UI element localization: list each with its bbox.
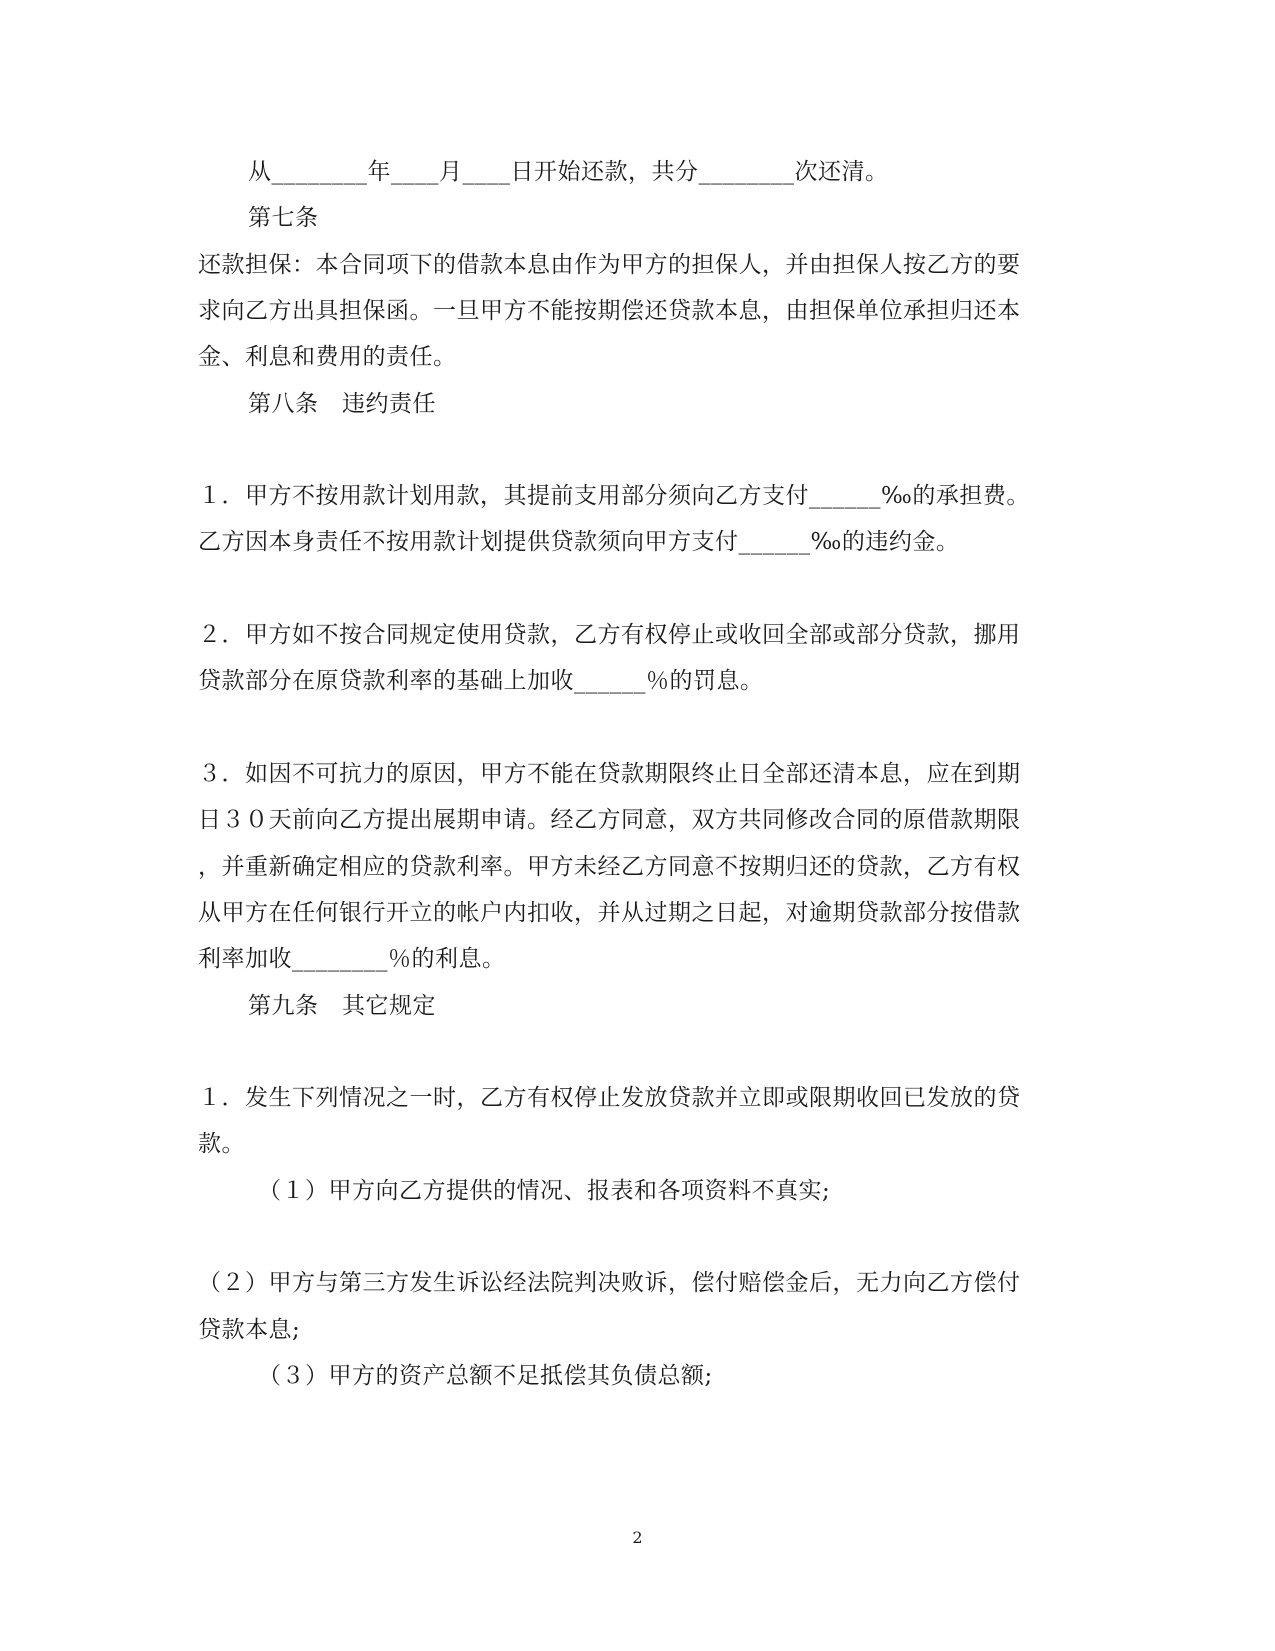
article-9-heading: 第九条 其它规定 xyxy=(248,993,436,1019)
article-8-clause-2-line-1: ２．甲方如不按合同规定使用贷款，乙方有权停止或收回全部或部分贷款，挪用 xyxy=(198,622,1021,648)
article-8-clause-2-line-2: 贷款部分在原贷款利率的基础上加收______％的罚息。 xyxy=(198,668,764,694)
article-9-item-3: （３）甲方的资产总额不足抵偿其负债总额; xyxy=(258,1363,713,1389)
article-9-item-2-line-2: 贷款本息; xyxy=(198,1317,301,1343)
article-7-heading: 第七条 xyxy=(248,205,319,231)
repayment-schedule-line: 从________年____月____日开始还款，共分________次还清。 xyxy=(248,159,889,185)
article-9-clause-1-line-2: 款。 xyxy=(198,1131,245,1157)
article-8-clause-3-line-2: 日３０天前向乙方提出展期申请。经乙方同意，双方共同修改合同的原借款期限 xyxy=(198,807,1021,833)
article-9-clause-1-line-1: １．发生下列情况之一时，乙方有权停止发放贷款并立即或限期收回已发放的贷 xyxy=(198,1085,1021,1111)
article-8-clause-3-line-3: ，并重新确定相应的贷款利率。甲方未经乙方同意不按期归还的贷款，乙方有权 xyxy=(198,854,1021,880)
page-number: 2 xyxy=(632,1528,643,1547)
article-8-clause-3-line-4: 从甲方在任何银行开立的帐户内扣收，并从过期之日起，对逾期贷款部分按借款 xyxy=(198,900,1021,926)
article-8-clause-3-line-5: 利率加收________％的利息。 xyxy=(198,946,506,972)
article-7-text-line-2: 求向乙方出具担保函。一旦甲方不能按期偿还贷款本息，由担保单位承担归还本 xyxy=(198,298,1021,324)
article-8-clause-1-line-2: 乙方因本身责任不按用款计划提供贷款须向甲方支付______‰的违约金。 xyxy=(198,529,960,555)
article-7-text-line-1: 还款担保：本合同项下的借款本息由作为甲方的担保人，并由担保人按乙方的要 xyxy=(198,252,1021,278)
article-9-item-2-line-1: （２）甲方与第三方发生诉讼经法院判决败诉，偿付赔偿金后，无力向乙方偿付 xyxy=(198,1270,1021,1296)
article-9-item-1: （１）甲方向乙方提供的情况、报表和各项资料不真实; xyxy=(258,1178,831,1204)
article-8-clause-1-line-1: １．甲方不按用款计划用款，其提前支用部分须向乙方支付______‰的承担费。 xyxy=(198,483,1030,509)
article-8-heading: 第八条 违约责任 xyxy=(248,391,436,417)
article-7-text-line-3: 金、利息和费用的责任。 xyxy=(198,344,457,370)
article-8-clause-3-line-1: ３．如因不可抗力的原因，甲方不能在贷款期限终止日全部还清本息，应在到期 xyxy=(198,761,1021,787)
